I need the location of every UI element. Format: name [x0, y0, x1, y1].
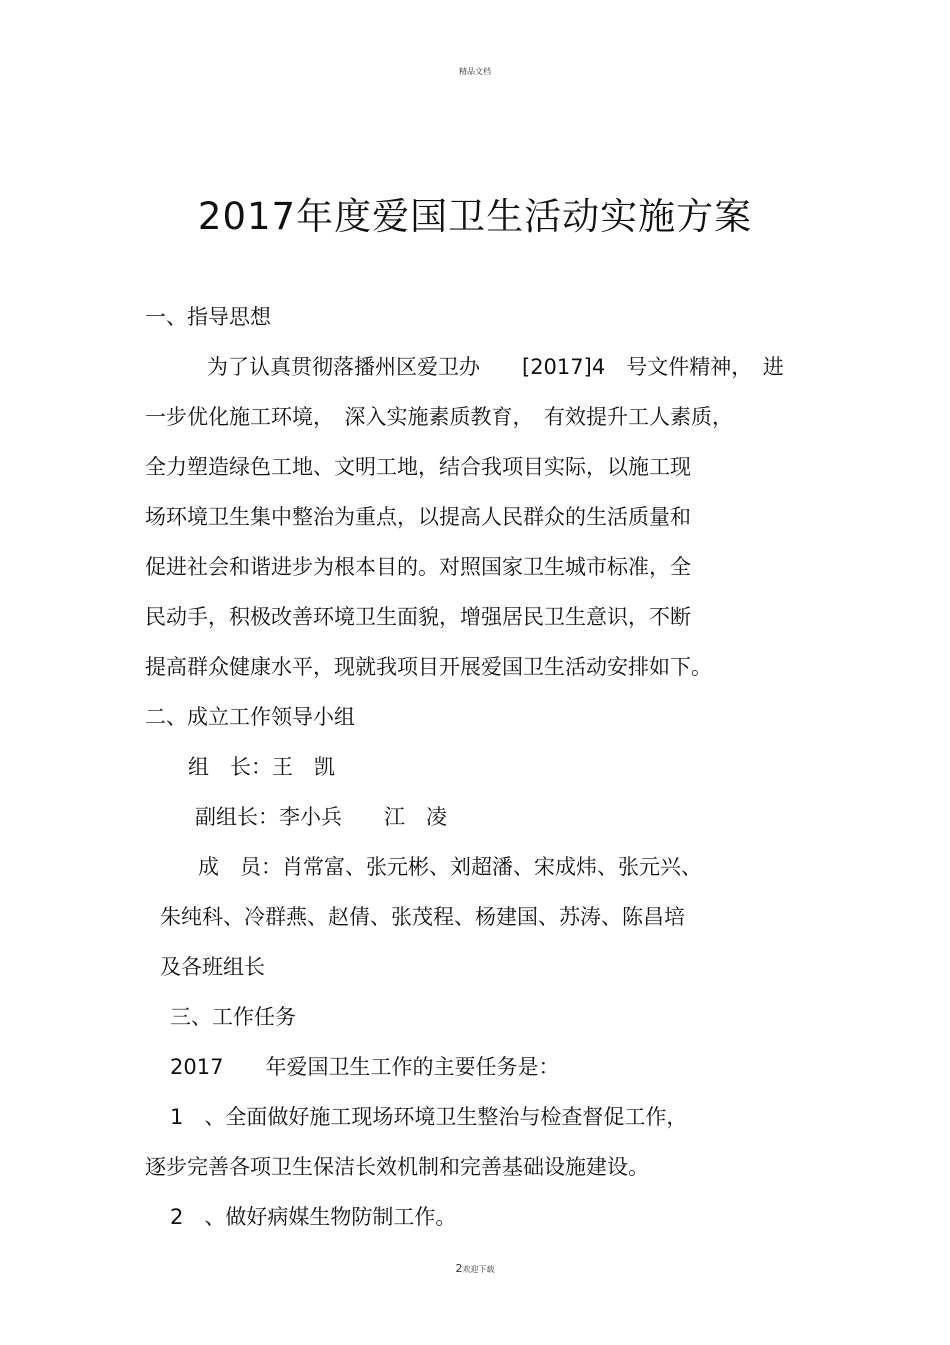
section-3-intro: 2017 年爱国卫生工作的主要任务是：: [170, 1055, 560, 1079]
section-2-heading: 二、成立工作领导小组: [145, 705, 355, 729]
team-members-line-2: 朱纯科、冷群燕、赵倩、张茂程、杨建国、苏涛、陈昌培: [160, 905, 685, 929]
task-1-line-2: 逐步完善各项卫生保洁长效机制和完善基础设施建设。: [145, 1155, 649, 1179]
task-1-line-1: 1 、全面做好施工现场环境卫生整治与检查督促工作，: [170, 1105, 688, 1129]
section-1-para-line-3: 全力塑造绿色工地、文明工地，结合我项目实际，以施工现: [145, 455, 691, 479]
page-number: 2: [455, 1262, 463, 1275]
section-1-para-line-4: 场环境卫生集中整治为重点，以提高人民群众的生活质量和: [145, 505, 691, 529]
section-1-heading: 一、指导思想: [145, 305, 271, 329]
document-title: 2017年度爱国卫生活动实施方案: [197, 195, 753, 238]
page-header: 精品文档: [459, 67, 491, 76]
section-1-para-line-6: 民动手，积极改善环境卫生面貌，增强居民卫生意识，不断: [145, 605, 691, 629]
team-members-line-1: 成 员：肖常富、张元彬、刘超潘、宋成炜、张元兴、: [198, 855, 702, 879]
team-deputy: 副组长：李小兵 江 凌: [195, 805, 447, 829]
team-members-line-3: 及各班组长: [160, 955, 265, 979]
footer-text: 欢迎下载: [462, 1265, 495, 1274]
team-leader: 组 长：王 凯: [188, 755, 335, 779]
section-1-para-line-5: 促进社会和谐进步为根本目的。对照国家卫生城市标准，全: [145, 555, 691, 579]
page-footer: [0, 1262, 950, 1275]
section-3-heading: 三、工作任务: [170, 1005, 296, 1029]
task-2: 2 、做好病媒生物防制工作。: [170, 1205, 457, 1229]
section-1-para-line-2: 一步优化施工环境， 深入实施素质教育， 有效提升工人素质，: [145, 405, 733, 429]
section-1-para-line-7: 提高群众健康水平，现就我项目开展爱国卫生活动安排如下。: [145, 655, 712, 679]
section-1-para-line-1: 为了认真贯彻落播州区爱卫办 [2017]4 号文件精神， 进: [207, 355, 784, 379]
